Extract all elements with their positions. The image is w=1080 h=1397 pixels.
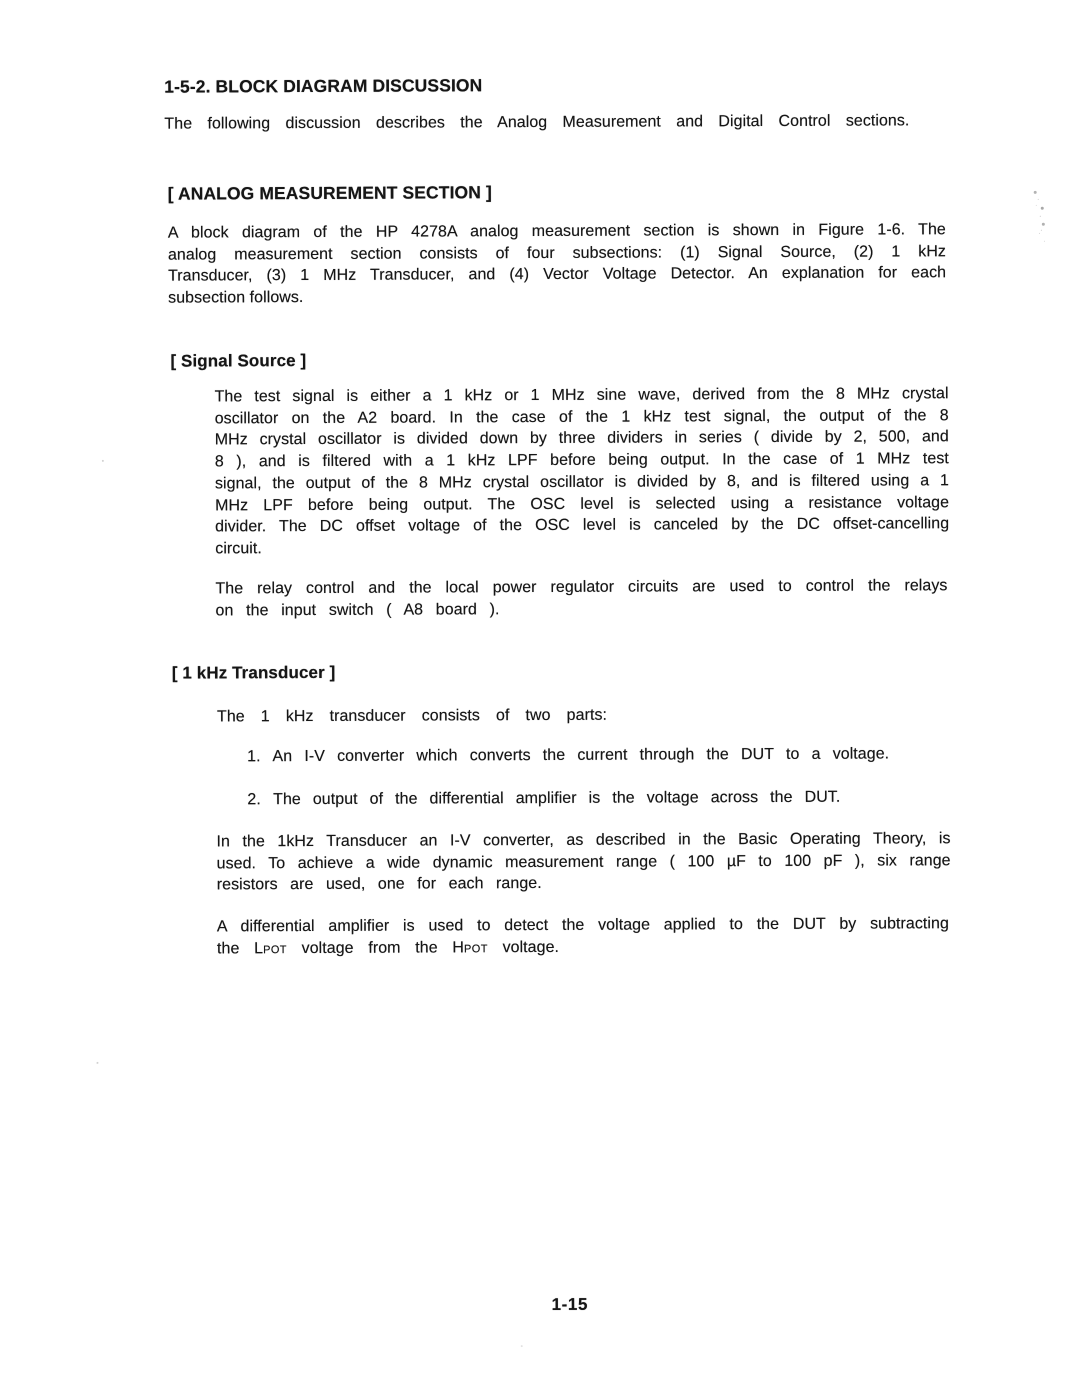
text-run: voltage from the H bbox=[286, 939, 465, 957]
paragraph-line: The test signal is either a 1 kHz or 1 MHz sine wave, derived from the 8 MHz crystal bbox=[214, 385, 949, 406]
paragraph-line-subscripts bbox=[217, 937, 559, 962]
list-item-1 bbox=[247, 743, 889, 768]
paragraph-line: subsection follows. bbox=[168, 289, 304, 307]
lpot-subscript: POT bbox=[263, 943, 287, 956]
analog-section-heading: [ ANALOG MEASUREMENT SECTION ] bbox=[167, 182, 492, 204]
paragraph-line: resistors are used, one for each range. bbox=[216, 875, 542, 894]
khz-transducer-heading: [ 1 kHz Transducer ] bbox=[171, 662, 336, 683]
intro-paragraph: The following discussion describes the Analog Measurement and Digital Control sections. bbox=[164, 112, 910, 133]
signal-source-paragraph-1 bbox=[215, 383, 950, 560]
paragraph-line: oscillator on the A2 board. In the case of the 1 kHz test signal, the output of the 8 bbox=[214, 406, 949, 428]
paragraph-line: circuit. bbox=[215, 540, 262, 558]
paragraph-line: signal, the output of the 8 MHz crystal oscillator is divided by 8, and is filtered using a 1 bbox=[214, 472, 949, 493]
paragraph-line: In the 1kHz Transducer an I-V converter, as described in the Basic Operating Theory, is bbox=[216, 830, 951, 851]
paragraph-line: A block diagram of the HP 4278A analog measurement section is shown in Figure 1-6. The bbox=[167, 221, 946, 242]
paragraph-line: Transducer, (3) 1 MHz Transducer, and (4) Vector Voltage Detector. An explanation for each bbox=[168, 264, 947, 286]
scan-speck bbox=[521, 1345, 523, 1347]
list-item-text: The output of the differential amplifier is the voltage across the DUT. bbox=[273, 788, 841, 809]
list-item-number: 1. bbox=[247, 748, 261, 766]
paragraph-line: MHz crystal oscillator is divided down by three dividers in series ( divide by 2, 500, and bbox=[214, 428, 949, 449]
scan-speck bbox=[102, 460, 104, 462]
khz-paragraph-1 bbox=[216, 828, 950, 896]
paragraph-line: used. To achieve a wide dynamic measurement range ( 100 µF to 100 pF ), six range bbox=[216, 851, 951, 873]
paragraph-line: analog measurement section consists of four subsections: (1) Signal Source, (2) 1 kHz bbox=[167, 242, 946, 264]
paragraph-line: 8 ), and is filtered with a 1 kHz LPF before being output. In the case of 1 MHz test bbox=[214, 450, 949, 471]
pencil-smudge-mark bbox=[1034, 191, 1037, 194]
text-run: the L bbox=[216, 939, 264, 958]
hpot-subscript: POT bbox=[463, 942, 488, 956]
signal-source-paragraph-2 bbox=[215, 575, 947, 622]
signal-source-heading: [ Signal Source ] bbox=[170, 351, 307, 371]
list-item-text: An I-V converter which converts the current through the DUT to a voltage. bbox=[272, 745, 890, 766]
paragraph-line: The relay control and the local power regulator circuits are used to control the relays bbox=[215, 577, 948, 598]
khz-intro-line: The 1 kHz transducer consists of two parts: bbox=[216, 706, 608, 726]
khz-paragraph-2 bbox=[217, 913, 949, 962]
page-number: 1-15 bbox=[551, 1294, 589, 1314]
scan-speck bbox=[96, 1062, 98, 1064]
section-number-heading: 1-5-2. BLOCK DIAGRAM DISCUSSION bbox=[164, 75, 483, 97]
list-item-number: 2. bbox=[247, 791, 261, 809]
paragraph-line: divider. The DC offset voltage of the OSC level is canceled by the DC offset-cancelling bbox=[215, 515, 950, 536]
paragraph-line: MHz LPF before being output. The OSC level is selected using a resistance voltage bbox=[215, 493, 950, 514]
analog-paragraph bbox=[168, 219, 946, 309]
paragraph-line: A differential amplifier is used to detect the voltage applied to the DUT by subtracting bbox=[216, 915, 949, 936]
list-item-2 bbox=[247, 787, 840, 811]
paragraph-line: on the input switch ( A8 board ). bbox=[215, 600, 500, 620]
text-run: voltage. bbox=[487, 938, 560, 956]
